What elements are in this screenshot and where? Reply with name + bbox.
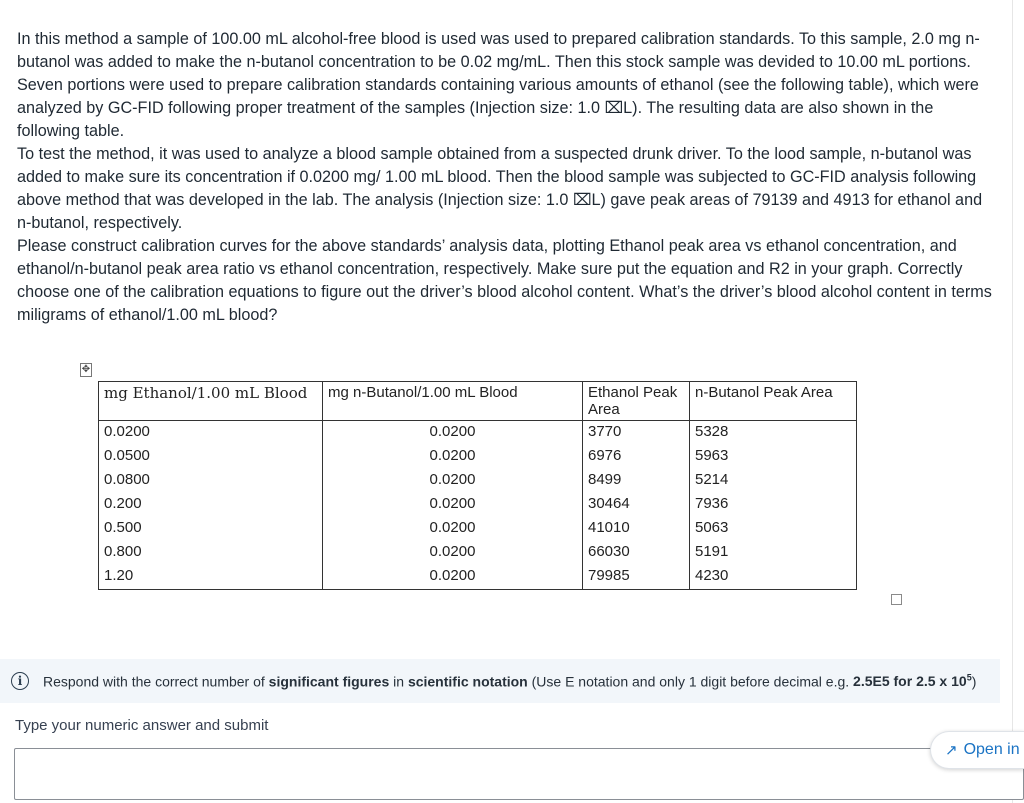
right-divider [1012, 0, 1013, 803]
table-cell: 7936 [690, 493, 857, 517]
table-cell: 0.0500 [99, 445, 323, 469]
instruction-text [43, 673, 976, 690]
question-paragraph-3: Please construct calibration curves for the above standards’ analysis data, plotting Ethanol peak area vs ethanol concentration, and ethanol/n-butanol peak area ratio vs ethanol concentration, respectively. Make sure put the equation and R2 in your graph. Correctly choose one of the calibration equations to figure out the driver’s blood alcohol content. What’s the driver’s blood alcohol content in terms miligrams of ethanol/1.00 mL blood? [17, 237, 992, 324]
instruction-part: (Use E notation and only 1 digit before decimal e.g. [527, 673, 854, 690]
table-cell: 0.0200 [323, 469, 583, 493]
table-header-ethanol-area: Ethanol Peak Area [583, 382, 690, 421]
table-header-butanol-area: n-Butanol Peak Area [690, 382, 857, 421]
table-cell: 5063 [690, 517, 857, 541]
table-cell: 66030 [583, 541, 690, 565]
table-cell: 0.0200 [323, 517, 583, 541]
instruction-part: Respond with the correct number of [43, 673, 269, 690]
table-resize-handle[interactable] [891, 594, 902, 605]
table-move-handle-icon[interactable]: ✥ [81, 364, 91, 375]
instruction-example-text: 2.5E5 for 2.5 x 10 [853, 673, 967, 690]
table-cell: 0.800 [99, 541, 323, 565]
instruction-part: ) [971, 673, 977, 690]
table-cell: 4230 [690, 565, 857, 590]
question-paragraph-1: In this method a sample of 100.00 mL alcohol-free blood is used was used to prepared calibration standards. To this sample, 2.0 mg n-butanol was added to make the n-butanol concentration to be 0.02 mg/mL. Then this stock sample was devided to 10.00 mL portions. Seven portions were used to prepare calibration standards containing various amounts of ethanol (see the following table), which were analyzed by GC-FID following proper treatment of the samples (Injection size: 1.0 ⌧L). The resulting data are also shown in the following table. [17, 30, 980, 140]
table-cell: 0.0800 [99, 469, 323, 493]
table-header-butanol-mg: mg n-Butanol/1.00 mL Blood [323, 382, 583, 421]
table-body [99, 421, 857, 590]
open-in-button[interactable] [930, 731, 1024, 769]
table-cell: 0.0200 [323, 541, 583, 565]
table-cell: 30464 [583, 493, 690, 517]
answer-label: Type your numeric answer and submit [15, 717, 269, 734]
table-cell: 0.500 [99, 517, 323, 541]
table-cell: 0.0200 [323, 445, 583, 469]
question-paragraph-2: To test the method, it was used to analyze a blood sample obtained from a suspected drunk driver. To the lood sample, n-butanol was added to make sure its concentration if 0.0200 mg/ 1.00 mL blood. Then the blood sample was subjected to GC-FID analysis following above method that was developed in the lab. The analysis (Injection size: 1.0 ⌧L) gave peak areas of 79139 and 4913 for ethanol and n-butanol, respectively. [17, 145, 983, 232]
table-cell: 0.0200 [323, 565, 583, 590]
table-row [99, 541, 857, 565]
table-cell: 0.0200 [99, 421, 323, 446]
table-cell: 0.0200 [323, 421, 583, 446]
table-cell: 0.0200 [323, 493, 583, 517]
answer-input[interactable] [14, 748, 1024, 800]
instruction-banner [0, 659, 1000, 703]
instruction-part: in [389, 673, 408, 690]
table-cell: 0.200 [99, 493, 323, 517]
table-cell: 1.20 [99, 565, 323, 590]
calibration-table [98, 381, 857, 590]
table-row [99, 469, 857, 493]
table-cell: 3770 [583, 421, 690, 446]
open-in-label: Open in [963, 741, 1020, 758]
table-cell: 5214 [690, 469, 857, 493]
table-header-ethanol-mg: mg Ethanol/1.00 mL Blood [99, 382, 323, 421]
table-row [99, 517, 857, 541]
table-cell: 79985 [583, 565, 690, 590]
info-icon: i [11, 672, 29, 690]
instruction-emphasis: scientific notation [407, 673, 528, 690]
instruction-example-exponent: 5 [966, 672, 972, 683]
table-cell: 5191 [690, 541, 857, 565]
table-row [99, 445, 857, 469]
table-cell: 5328 [690, 421, 857, 446]
table-cell: 8499 [583, 469, 690, 493]
table-row [99, 565, 857, 590]
table-row [99, 421, 857, 446]
table-cell: 41010 [583, 517, 690, 541]
table-cell: 5963 [690, 445, 857, 469]
instruction-emphasis: significant figures [268, 673, 390, 690]
table-row [99, 493, 857, 517]
expand-arrow-icon: ↗ [945, 741, 958, 759]
table-cell: 6976 [583, 445, 690, 469]
question-text [17, 28, 992, 327]
instruction-example [853, 673, 972, 689]
